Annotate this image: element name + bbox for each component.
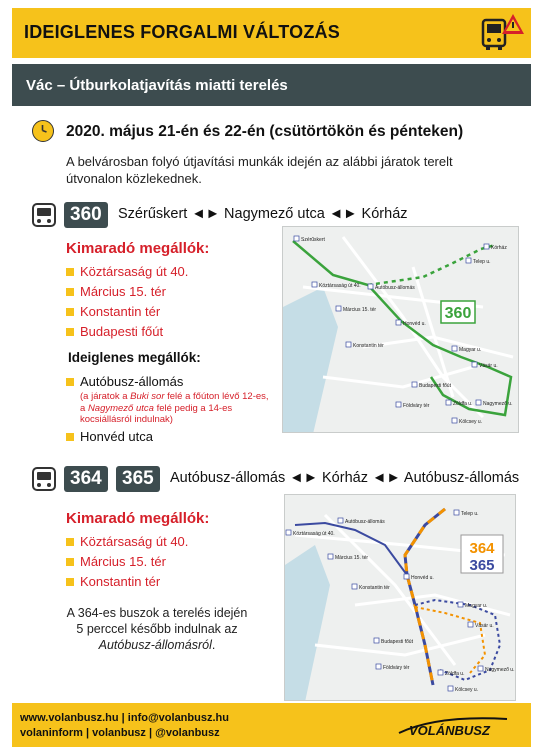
map-stop-label: Köztársaság út 40. — [319, 283, 361, 289]
page-title: IDEIGLENES FORGALMI VÁLTOZÁS — [24, 22, 340, 42]
map-364-svg — [285, 495, 516, 701]
route-364-note: A 364-es buszok a terelés idején 5 perccel később indulnak az Autóbusz-állomásról. — [66, 606, 248, 652]
footer-links — [20, 711, 229, 741]
map-stop-label: Autóbusz-állomás — [345, 519, 385, 525]
bus-stop-icon — [396, 320, 401, 325]
map-stop-label: Vásár u. — [479, 363, 498, 369]
map-stop-label: Földváry tér — [383, 665, 410, 671]
map-stop-label: Budapesti főút — [419, 383, 451, 389]
intro-text: A belvárosban folyó útjavítási munkák idején az alábbi járatok terelt útvonalon közlekednek. — [66, 154, 453, 186]
list-item: Március 15. tér — [66, 552, 188, 572]
skipped-stops-list-360 — [66, 262, 188, 342]
bus-stop-icon — [294, 236, 299, 241]
map-stop-label: Budapesti főút — [381, 639, 413, 645]
bus-stop-icon — [338, 518, 343, 523]
footer-line-2[interactable]: volaninform | volanbusz | @volanbusz — [20, 727, 220, 739]
map-stop-label: Március 15. tér — [335, 555, 369, 561]
map-stop-label: Földváry tér — [403, 403, 430, 409]
map-365-badge: 365 — [469, 557, 495, 574]
map-stop-label: Zöldfa u. — [445, 671, 465, 677]
route-number-365: 365 — [116, 466, 160, 492]
map-stop-label: Konstantin tér — [359, 585, 390, 591]
bus-stop-icon — [438, 670, 443, 675]
bus-stop-icon — [448, 686, 453, 691]
route-364-365-description: Autóbusz-állomás ◄► Kórház ◄► Autóbusz-állomás — [170, 470, 520, 486]
map-stop-label: Vásár u. — [475, 623, 494, 629]
route-number-364: 364 — [64, 466, 108, 492]
skipped-stops-title: Kimaradó megállók: — [66, 240, 210, 257]
map-stop-label: Telep u. — [473, 259, 491, 265]
bus-icon — [32, 203, 56, 227]
list-item: Honvéd utca — [66, 429, 276, 444]
temp-stops-list — [66, 374, 276, 444]
svg-text:VOLÁNBUSZ: VOLÁNBUSZ — [409, 723, 490, 738]
bus-stop-icon — [468, 622, 473, 627]
bus-warning-icon — [479, 10, 525, 54]
list-item: Köztársaság út 40. — [66, 262, 188, 282]
map-stop-label: Szérűskert — [301, 237, 325, 243]
map-stop-label: Honvéd u. — [411, 575, 434, 581]
bus-stop-icon — [452, 346, 457, 351]
subtitle: Vác – Útburkolatjavítás miatti terelés — [26, 77, 288, 94]
bus-stop-icon — [412, 382, 417, 387]
bus-stop-icon — [472, 362, 477, 367]
footer-line-1[interactable]: www.volanbusz.hu | info@volanbusz.hu — [20, 712, 229, 724]
map-360-svg — [283, 227, 519, 433]
bus-stop-icon — [446, 400, 451, 405]
map-364-badge: 364 — [469, 540, 495, 557]
list-item — [66, 374, 276, 426]
bus-stop-icon — [454, 510, 459, 515]
bus-stop-icon — [484, 244, 489, 249]
list-item: Köztársaság út 40. — [66, 532, 188, 552]
map-360-badge: 360 — [444, 305, 472, 322]
bus-stop-icon — [376, 664, 381, 669]
bus-stop-icon — [466, 258, 471, 263]
bus-stop-icon — [286, 530, 291, 535]
route-number-360: 360 — [64, 202, 108, 228]
map-stop-label: Magyar u. — [465, 603, 488, 609]
bus-icon — [32, 467, 56, 491]
bus-stop-icon — [452, 418, 457, 423]
route-364-365-map[interactable] — [284, 494, 516, 701]
bus-stop-icon — [352, 584, 357, 589]
notice-date: 2020. május 21-én és 22-én (csütörtökön és pénteken) — [66, 123, 464, 140]
temp-stops-title: Ideiglenes megállók: — [68, 350, 201, 365]
map-stop-label: Kölcsey u. — [455, 687, 479, 693]
list-item: Budapesti főút — [66, 322, 188, 342]
list-item: Konstantin tér — [66, 572, 188, 592]
map-stop-label: Nagymező u. — [485, 667, 515, 673]
map-stop-label: Magyar u. — [459, 347, 482, 353]
bus-stop-icon — [346, 342, 351, 347]
map-stop-label: Kórház — [491, 245, 507, 251]
map-stop-label: Köztársaság út 40. — [293, 531, 335, 537]
bus-stop-icon — [336, 306, 341, 311]
map-stop-label: Autóbusz-állomás — [375, 285, 415, 291]
volanbusz-logo — [397, 713, 517, 739]
bus-stop-icon — [476, 400, 481, 405]
bus-stop-icon — [368, 284, 373, 289]
route-360-description: Szérűskert ◄► Nagymező utca ◄► Kórház — [118, 206, 408, 222]
bus-stop-icon — [312, 282, 317, 287]
list-item: Március 15. tér — [66, 282, 188, 302]
temp-stop-name: Autóbusz-állomás — [80, 374, 184, 389]
map-stop-label: Zöldfa u. — [453, 401, 473, 407]
bus-stop-icon — [478, 666, 483, 671]
map-stop-label: Kölcsey u. — [459, 419, 483, 425]
bus-stop-icon — [404, 574, 409, 579]
temp-stop-note: (a járatok a Buki sor felé a főúton lévő 12-es, a Nagymező utca felé pedig a 14-es kocsiállásról indulnak) — [80, 391, 269, 425]
map-stop-label: Konstantin tér — [353, 343, 384, 349]
bus-stop-icon — [396, 402, 401, 407]
map-stop-label: Telep u. — [461, 511, 479, 517]
skipped-stops-title: Kimaradó megállók: — [66, 510, 210, 527]
bus-stop-icon — [328, 554, 333, 559]
skipped-stops-list-364 — [66, 532, 188, 592]
list-item: Konstantin tér — [66, 302, 188, 322]
bus-stop-icon — [374, 638, 379, 643]
route-360-map[interactable] — [282, 226, 519, 433]
map-stop-label: Március 15. tér — [343, 307, 377, 313]
map-stop-label: Honvéd u. — [403, 321, 426, 327]
map-stop-label: Nagymező u. — [483, 401, 513, 407]
bus-stop-icon — [458, 602, 463, 607]
clock-icon — [32, 120, 54, 142]
